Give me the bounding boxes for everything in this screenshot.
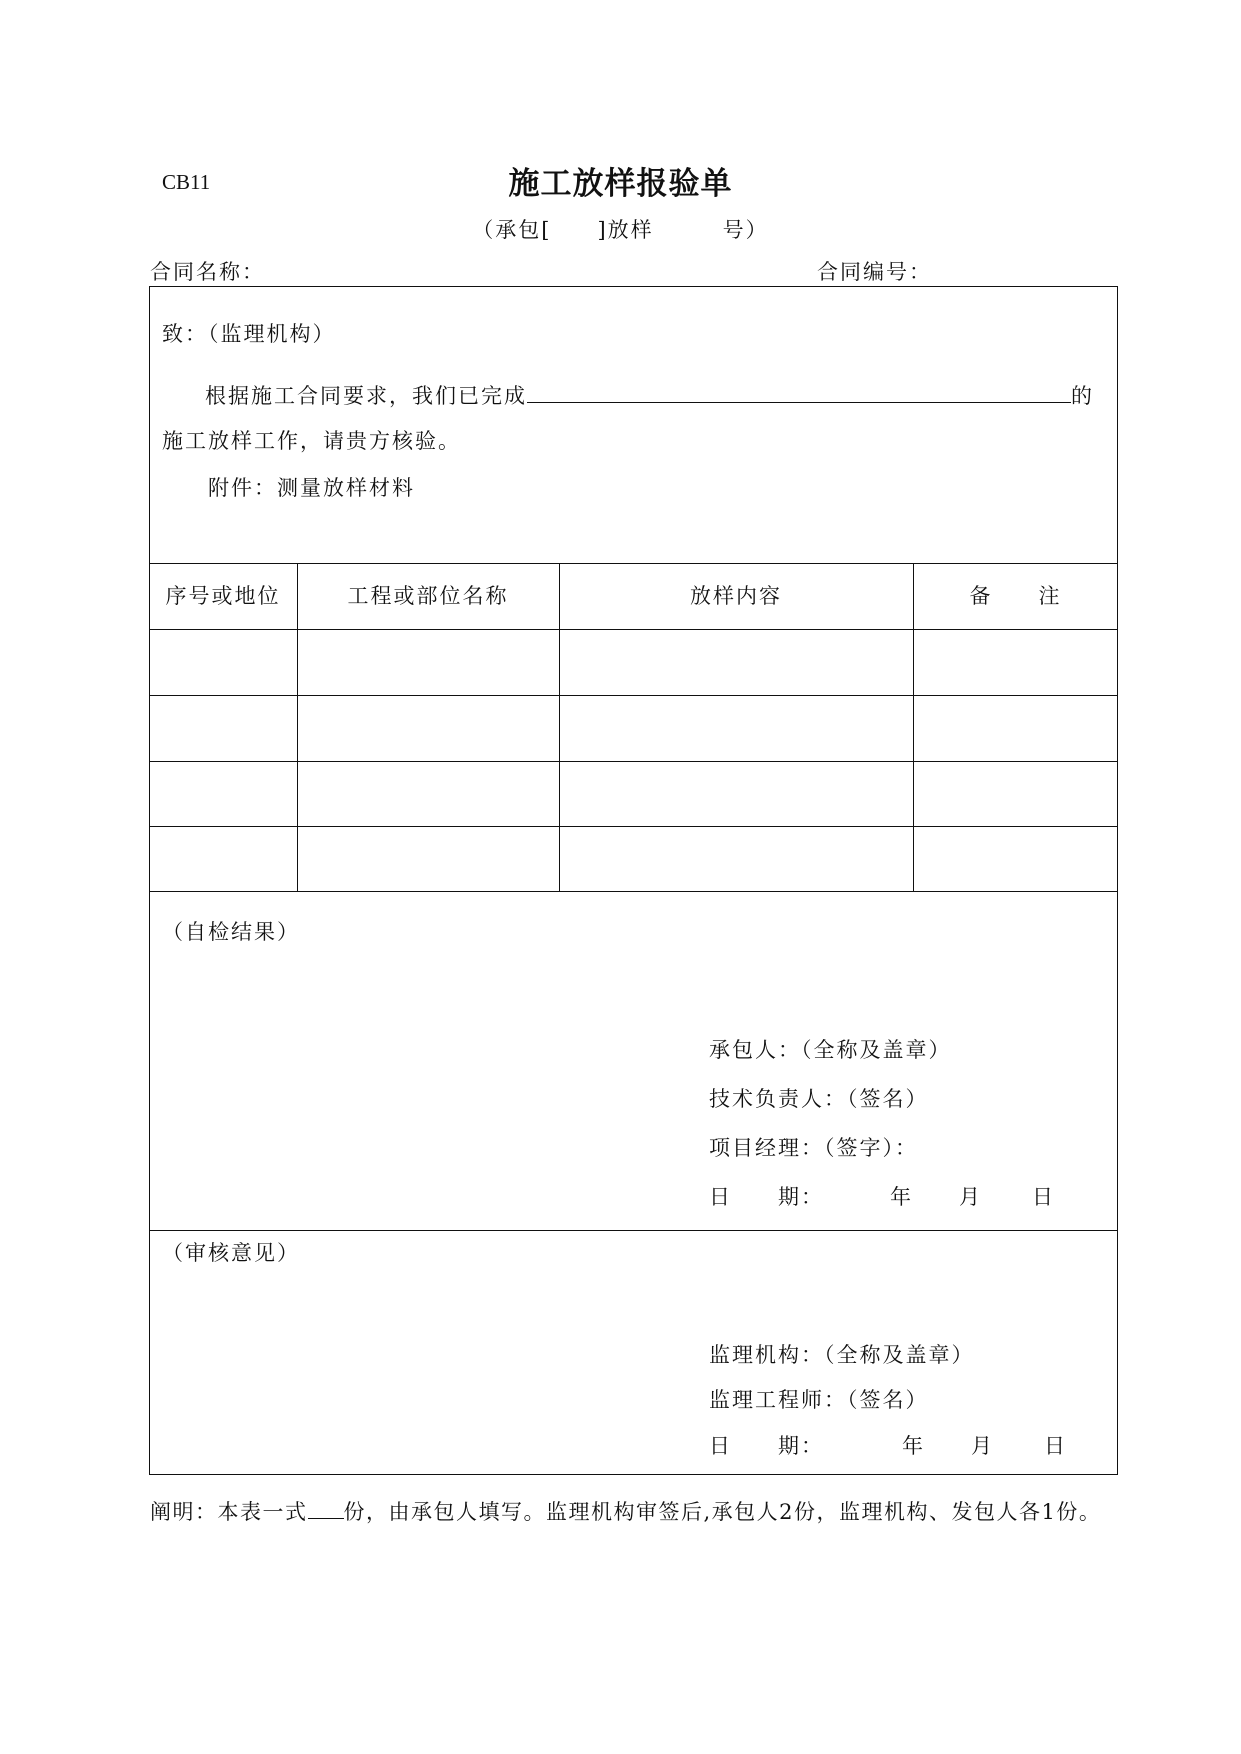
tech-lead-signature: 技术负责人：（签名） — [709, 1087, 929, 1111]
column-header-seq: 序号或地位 — [165, 584, 281, 608]
form-code: CB11 — [162, 170, 211, 194]
table-bottom-line — [149, 891, 1118, 892]
review-month: 月 — [971, 1434, 994, 1458]
review-day: 日 — [1044, 1434, 1067, 1458]
supervisor-org-signature: 监理机构：（全称及盖章） — [709, 1343, 975, 1367]
request-line-1-prefix: 根据施工合同要求，我们已完成 — [205, 384, 527, 408]
column-header-content: 放样内容 — [690, 584, 782, 608]
section-divider — [149, 1230, 1118, 1231]
self-check-label: （自检结果） — [162, 920, 300, 944]
contractor-signature: 承包人：（全称及盖章） — [709, 1038, 952, 1062]
self-check-date-label: 日 期： — [709, 1185, 824, 1209]
table-row[interactable] — [149, 761, 1118, 826]
contract-name-label: 合同名称： — [150, 260, 265, 284]
table-row[interactable] — [149, 695, 1118, 761]
review-year: 年 — [902, 1434, 925, 1458]
supervisor-engineer-signature: 监理工程师：（签名） — [709, 1388, 929, 1412]
table-row[interactable] — [149, 826, 1118, 891]
form-number-line: （承包[ ]放样 号） — [472, 218, 769, 242]
table-row[interactable] — [149, 629, 1118, 695]
column-header-project: 工程或部位名称 — [347, 584, 509, 608]
project-manager-signature: 项目经理：（签字）： — [709, 1136, 918, 1160]
review-date-label: 日 期： — [709, 1434, 824, 1458]
review-label: （审核意见） — [162, 1241, 300, 1265]
addressee: 致：（监理机构） — [162, 322, 336, 346]
request-line-1-suffix: 的 — [1071, 384, 1094, 408]
footer-suffix: 份，由承包人填写。监理机构审签后,承包人2份，监理机构、发包人各1份。 — [343, 1500, 1102, 1524]
footer-note — [150, 1496, 1140, 1528]
column-header-remarks: 备 注 — [969, 584, 1062, 608]
self-check-year: 年 — [890, 1185, 913, 1209]
copies-blank[interactable] — [308, 1518, 344, 1519]
request-line-2: 施工放样工作，请贵方核验。 — [162, 429, 461, 453]
completed-work-blank[interactable] — [527, 402, 1071, 403]
contract-no-label: 合同编号： — [817, 260, 932, 284]
attachment-line: 附件：测量放样材料 — [208, 476, 415, 500]
self-check-month: 月 — [959, 1185, 982, 1209]
page-title: 施工放样报验单 — [508, 166, 733, 202]
footer-prefix: 阐明：本表一式 — [150, 1500, 308, 1524]
request-line-1 — [205, 380, 1094, 410]
self-check-day: 日 — [1032, 1185, 1055, 1209]
